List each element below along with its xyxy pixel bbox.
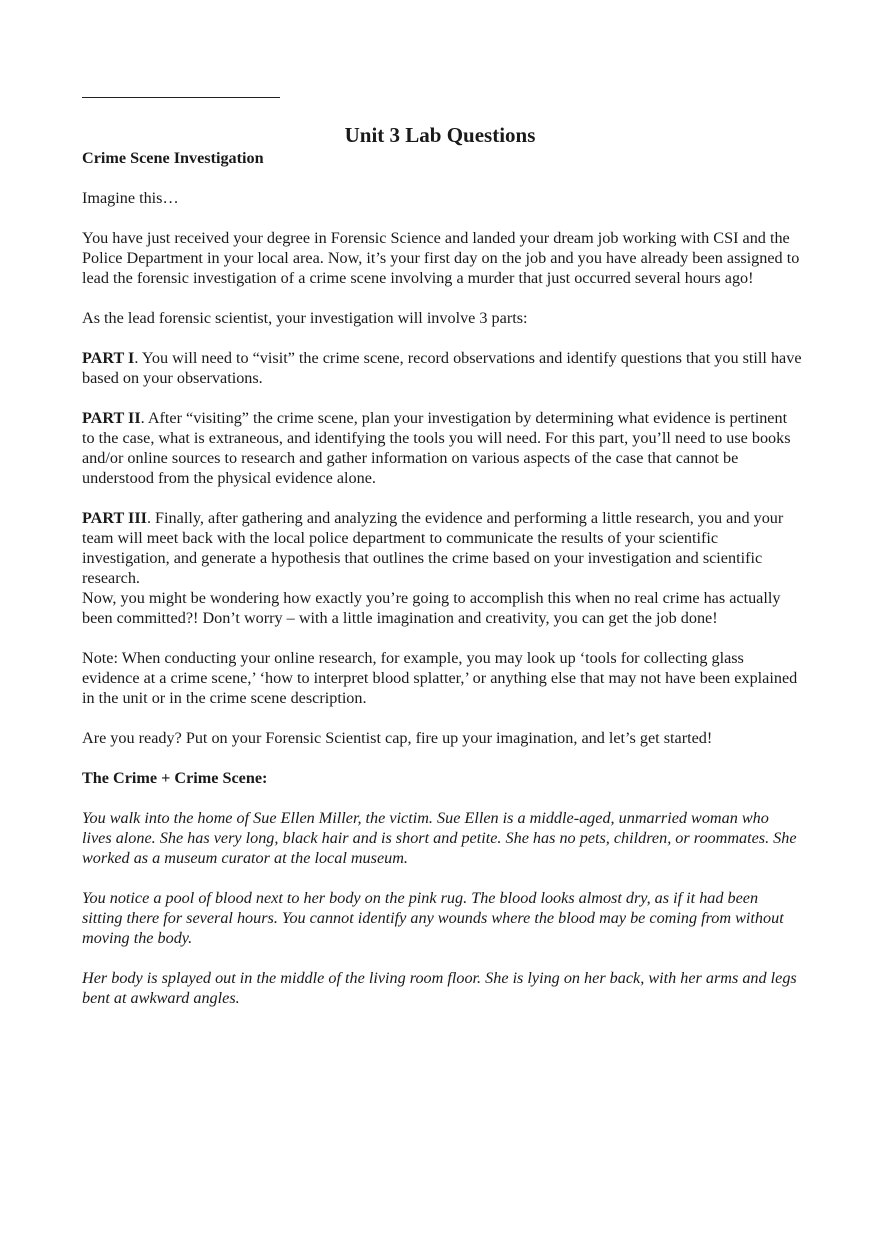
imagine-line: Imagine this…	[82, 189, 179, 207]
document-body	[82, 148, 802, 1008]
scene-paragraph-victim: You walk into the home of Sue Ellen Miller, the victim. Sue Ellen is a middle-aged, unmarried woman who lives alone. She has very long, black hair and is short and petite. She has no pets, children, or roommates. She worked as a museum curator at the local museum.	[82, 809, 797, 867]
footnote-separator-line	[82, 97, 280, 98]
parts-intro-paragraph: As the lead forensic scientist, your investigation will involve 3 parts:	[82, 309, 528, 327]
crime-scene-heading: The Crime + Crime Scene:	[82, 769, 268, 787]
scene-paragraph-body: Her body is splayed out in the middle of the living room floor. She is lying on her back, with her arms and legs bent at awkward angles.	[82, 969, 797, 1007]
page-title: Unit 3 Lab Questions	[344, 123, 536, 147]
scene-paragraph-blood: You notice a pool of blood next to her body on the pink rug. The blood looks almost dry, as if it had been sitting there for several hours. You cannot identify any wounds where the blood may be coming from without moving the body.	[82, 889, 784, 947]
ready-paragraph: Are you ready? Put on your Forensic Scientist cap, fire up your imagination, and let’s get started!	[82, 729, 713, 747]
part-three-label: PART III	[82, 509, 147, 527]
wondering-paragraph: Now, you might be wondering how exactly you’re going to accomplish this when no real crime has actually been committed?! Don’t worry – with a little imagination and creativity, you can get the job done!	[82, 589, 781, 627]
part-one-label: PART I	[82, 349, 135, 367]
part-two-label: PART II	[82, 409, 141, 427]
part-one-text: . You will need to “visit” the crime scene, record observations and identify questions that you still have based on your observations.	[82, 349, 802, 387]
part-three-paragraph	[82, 508, 802, 588]
part-three-text: . Finally, after gathering and analyzing the evidence and performing a little research, you and your team will meet back with the local police department to communicate the results of your scientific investigation, and generate a hypothesis that outlines the crime based on your investigation and scientific research.	[82, 509, 784, 587]
note-paragraph: Note: When conducting your online research, for example, you may look up ‘tools for collecting glass evidence at a crime scene,’ ‘how to interpret blood splatter,’ or anything else that may not have been explained in the unit or in the crime scene description.	[82, 649, 798, 707]
part-two-paragraph	[82, 408, 802, 488]
part-two-text: . After “visiting” the crime scene, plan your investigation by determining what evidence is pertinent to the case, what is extraneous, and identifying the tools you will need. For this part, you’ll need to use books and/or online sources to research and gather information on various aspects of the case that cannot be understood from the physical evidence alone.	[82, 409, 791, 487]
part-one-paragraph	[82, 348, 802, 388]
section-subtitle: Crime Scene Investigation	[82, 149, 264, 167]
intro-paragraph: You have just received your degree in Forensic Science and landed your dream job working with CSI and the Police Department in your local area. Now, it’s your first day on the job and you have already been assigned to lead the forensic investigation of a crime scene involving a murder that just occurred several hours ago!	[82, 229, 800, 287]
